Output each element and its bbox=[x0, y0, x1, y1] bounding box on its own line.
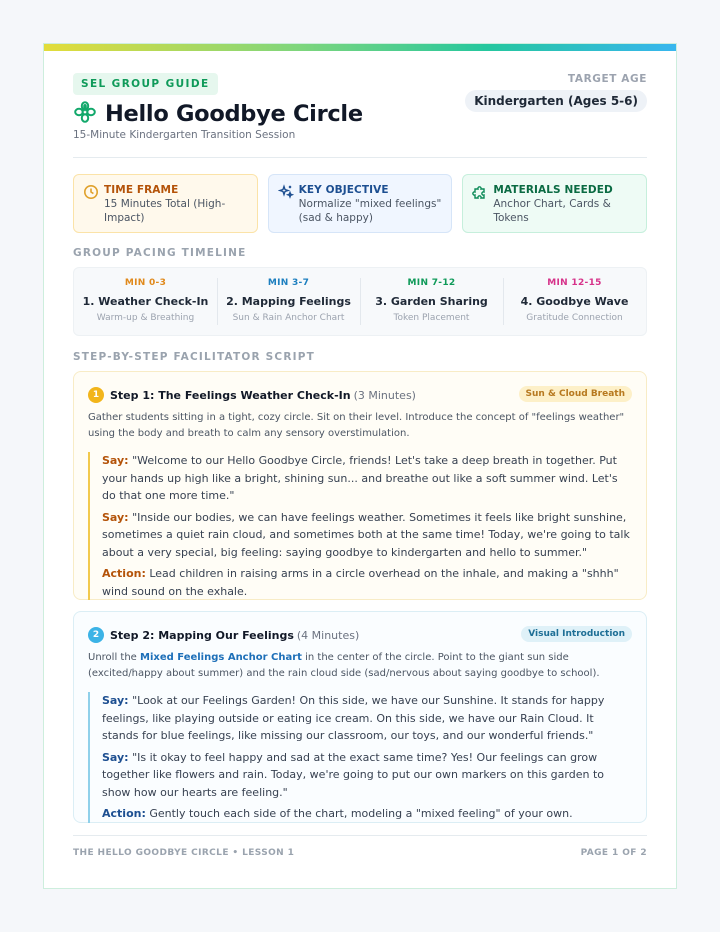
timeline-name: 2. Mapping Feelings bbox=[226, 295, 351, 308]
timeline-name: 1. Weather Check-In bbox=[82, 295, 209, 308]
footer-divider bbox=[73, 835, 647, 836]
anchor-chart-highlight: Mixed Feelings Anchor Chart bbox=[140, 652, 302, 663]
guide-tag: SEL GROUP GUIDE bbox=[73, 73, 218, 95]
script-label: STEP-BY-STEP FACILITATOR SCRIPT bbox=[73, 351, 315, 363]
step-activity-pill: Visual Introduction bbox=[521, 626, 632, 642]
target-age-badge: Kindergarten (Ages 5-6) bbox=[465, 90, 647, 112]
card-heading: KEY OBJECTIVE bbox=[298, 184, 389, 196]
card-heading: TIME FRAME bbox=[104, 184, 179, 196]
page-title: Hello Goodbye Circle bbox=[105, 101, 363, 127]
pacing-timeline bbox=[73, 267, 647, 336]
timeline-minutes: MIN 0-3 bbox=[124, 278, 167, 288]
step-number-badge: 2 bbox=[88, 627, 104, 643]
step-duration: (4 Minutes) bbox=[296, 628, 360, 642]
timeline-item bbox=[503, 268, 646, 335]
gradient-top-bar bbox=[44, 44, 676, 51]
timeline-desc: Warm-up & Breathing bbox=[96, 313, 195, 323]
page-subtitle: 15-Minute Kindergarten Transition Session bbox=[73, 129, 296, 141]
step-title: Step 2: Mapping Our Feelings (4 Minutes) bbox=[110, 628, 360, 642]
timeline-item bbox=[217, 268, 360, 335]
step-intro: Gather students sitting in a tight, cozy circle. Sit on their level. Introduce the concept of "feelings weather" using the body and breath to calm any sensory overstimulation. bbox=[88, 412, 625, 439]
script-line: Say: "Welcome to our Hello Goodbye Circle, friends! Let's take a deep breath in together. Put your hands up high like a bright, shining sun... and breathe out like a soft summer wind. Let's do that one more time." bbox=[102, 454, 618, 502]
header-divider bbox=[73, 157, 647, 158]
card-text: Normalize "mixed feelings" (sad & happy) bbox=[298, 198, 442, 224]
script-line: Action: Gently touch each side of the chart, modeling a "mixed feeling" of your own. bbox=[102, 807, 573, 820]
card-heading: MATERIALS NEEDED bbox=[493, 184, 613, 196]
timeline-name: 3. Garden Sharing bbox=[375, 295, 488, 308]
step-number-badge: 1 bbox=[88, 387, 104, 403]
timeline-desc: Gratitude Connection bbox=[526, 313, 623, 323]
footer-page-number: PAGE 1 OF 2 bbox=[580, 848, 647, 858]
step-duration: (3 Minutes) bbox=[353, 388, 416, 402]
timeline-name: 4. Goodbye Wave bbox=[520, 295, 629, 308]
step-intro: Unroll the Mixed Feelings Anchor Chart in the center of the circle. Point to the giant sun side (excited/happy about summer) and the rain cloud side (sad/nervous about saying goodbye to school). bbox=[88, 652, 600, 679]
script-line: Say: "Inside our bodies, we can have feelings weather. Sometimes it feels like bright sunshine, sometimes a quiet rain cloud, and sometimes both at the same time! Today, we're going to talk about a very special, big feeling: saying goodbye to kindergarten and hello to summer." bbox=[102, 510, 630, 559]
timeline-minutes: MIN 3-7 bbox=[267, 278, 310, 288]
timeline-desc: Sun & Rain Anchor Chart bbox=[232, 313, 345, 323]
page-footer bbox=[73, 848, 647, 858]
sparkle-icon bbox=[278, 184, 294, 200]
script-line: Say: "Look at our Feelings Garden! On this side, we have our Sunshine. It stands for happy feelings, like playing outside or eating ice cream. On this side, we have our Rain Cloud. It stands for blue feelings, like missing our classroom, our toys, and our wonderful friends." bbox=[102, 694, 605, 742]
timeline-item bbox=[360, 268, 503, 335]
time-frame-card bbox=[73, 174, 258, 233]
document-page bbox=[43, 43, 677, 889]
card-text: 15 Minutes Total (High-Impact) bbox=[104, 198, 226, 224]
materials-card bbox=[462, 174, 647, 233]
timeline-minutes: MIN 7-12 bbox=[407, 278, 456, 288]
script-line: Action: Lead children in raising arms in a circle overhead on the inhale, and making a "shhh" wind sound on the exhale. bbox=[102, 567, 619, 598]
step-2-card bbox=[73, 611, 647, 823]
flower-icon bbox=[73, 100, 97, 128]
facilitator-script bbox=[88, 452, 632, 600]
step-1-card bbox=[73, 371, 647, 600]
footer-lesson: THE HELLO GOODBYE CIRCLE • LESSON 1 bbox=[73, 848, 295, 858]
target-age-label: TARGET AGE bbox=[567, 73, 647, 85]
script-line: Say: "Is it okay to feel happy and sad at the exact same time? Yes! Our feelings can grow together like flowers and rain. Today, we're going to put our own markers on this garden to show how our hearts are feeling." bbox=[102, 750, 604, 799]
step-title: Step 1: The Feelings Weather Check-In (3 Minutes) bbox=[110, 388, 416, 402]
title-row bbox=[73, 100, 363, 128]
clock-icon bbox=[83, 184, 99, 200]
timeline-desc: Token Placement bbox=[393, 313, 470, 323]
timeline-label: GROUP PACING TIMELINE bbox=[73, 247, 247, 259]
card-text: Anchor Chart, Cards & Tokens bbox=[493, 198, 611, 224]
key-objective-card bbox=[268, 174, 453, 233]
facilitator-script bbox=[88, 692, 632, 823]
info-cards bbox=[73, 174, 647, 233]
timeline-minutes: MIN 12-15 bbox=[547, 278, 602, 288]
puzzle-icon bbox=[472, 184, 488, 200]
step-activity-pill: Sun & Cloud Breath bbox=[519, 386, 632, 402]
timeline-item bbox=[74, 268, 217, 335]
